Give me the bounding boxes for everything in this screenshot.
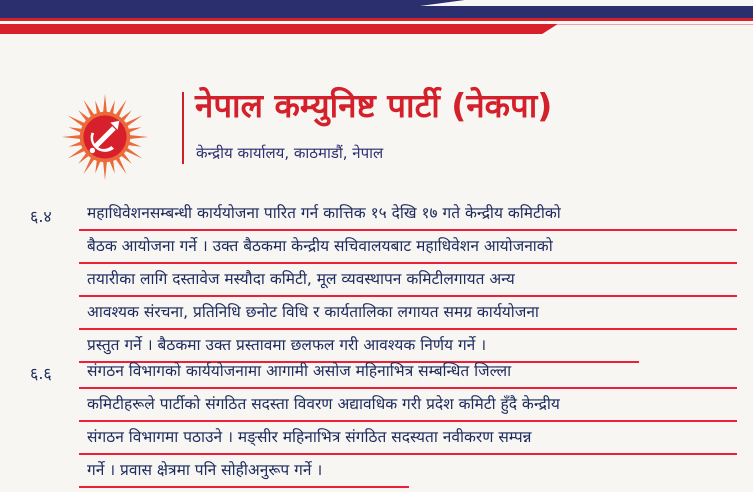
text-line: कमिटीहरूले पार्टीको संगठित सदस्ता विवरण अद्यावधिक गरी प्रदेश कमिटी हुँदै केन्द्रीय: [79, 389, 737, 422]
emblem-ray: [83, 100, 94, 117]
emblem-ray: [95, 160, 100, 174]
text-line: महाधिवेशनसम्बन्धी कार्ययोजना पारित गर्न कात्तिक १५ देखि १७ गते केन्द्रीय कमिटीको: [79, 198, 737, 231]
emblem-ray: [68, 147, 85, 158]
emblem-ray: [83, 157, 94, 174]
paragraph-6-6: [87, 356, 737, 492]
text-line: बैठक आयोजना गर्ने । उक्त बैठकमा केन्द्रीय सचिवालयबाट महाधिवेशन आयोजनाको: [79, 231, 737, 264]
emblem-ray: [129, 135, 148, 139]
text-line: गर्ने । प्रवास क्षेत्रमा पनि सोहीअनुरूप गर्ने ।: [79, 455, 409, 488]
emblem-ray: [62, 135, 81, 139]
text-line: संगठन विभागमा पठाउने । मङ्सीर महिनाभित्र संगठित सदस्यता नवीकरण सम्पन्न: [79, 422, 737, 455]
emblem-ray: [68, 141, 82, 146]
emblem-ray: [128, 141, 142, 146]
header-band-gap: [0, 21, 753, 24]
item-number: ६.४: [30, 207, 52, 226]
emblem-ray: [109, 100, 114, 114]
text-line: आवश्यक संरचना, प्रतिनिधि छनोट विधि र कार्यतालिका लगायत समग्र कार्ययोजना: [79, 297, 737, 330]
emblem-ray: [95, 100, 100, 114]
emblem-ray: [103, 161, 107, 180]
text-line: संगठन विभागको कार्ययोजनामा आगामी असोज महिनाभित्र सम्बन्धित जिल्ला: [79, 356, 737, 389]
text-line: तयारीका लागि दस्तावेज मस्यौदा कमिटी, मूल व्यवस्थापन कमिटीलगायत अन्य: [79, 264, 737, 297]
emblem-ray: [125, 115, 142, 126]
header-divider: [182, 92, 184, 164]
party-name: नेपाल कम्युनिष्ट पार्टी (नेकपा): [195, 86, 553, 125]
emblem-ray: [68, 115, 85, 126]
emblem-ray: [115, 100, 126, 117]
emblem-ray: [128, 127, 142, 132]
emblem-ray: [103, 94, 107, 113]
emblem-ray: [125, 147, 142, 158]
emblem-ray: [115, 157, 126, 174]
emblem-ray: [68, 127, 82, 132]
text-line: प्रस्तुत गर्ने । बैठकमा उक्त प्रस्तावमा छलफल गरी आवश्यक निर्णय गर्ने ।: [79, 330, 639, 363]
item-number: ६.६: [30, 364, 52, 383]
party-emblem-icon: [60, 92, 150, 182]
emblem-ray: [109, 160, 114, 174]
office-address: केन्द्रीय कार्यालय, काठमाडौं, नेपाल: [196, 144, 384, 162]
paragraph-6-4: [87, 198, 737, 367]
